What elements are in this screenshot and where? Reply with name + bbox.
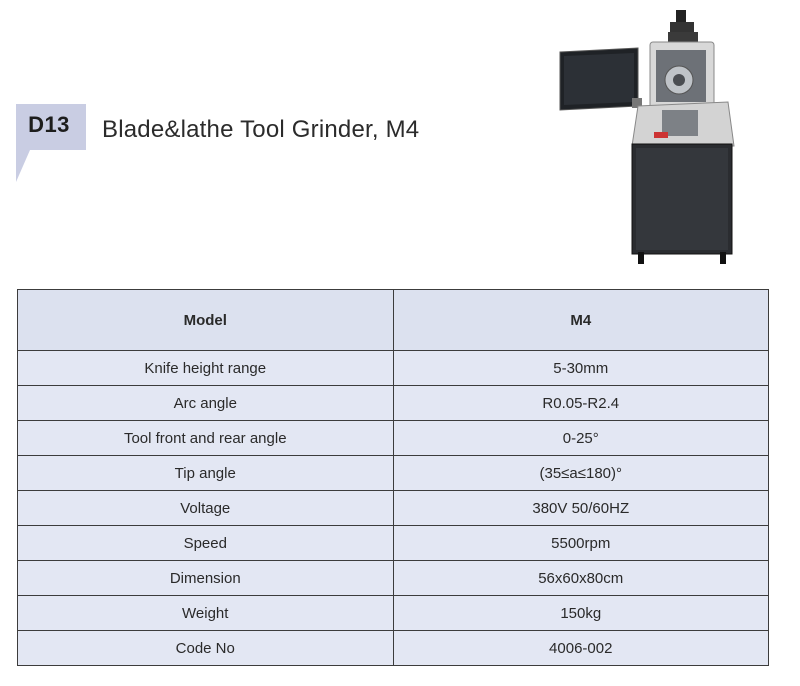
spec-label: Knife height range: [18, 351, 394, 386]
table-row: [18, 386, 769, 421]
spec-value: R0.05-R2.4: [393, 386, 769, 421]
table-row: [18, 421, 769, 456]
spec-label: Code No: [18, 631, 394, 666]
header-cell-value: M4: [393, 290, 769, 351]
table-row: [18, 561, 769, 596]
table-row: [18, 351, 769, 386]
spec-label: Tool front and rear angle: [18, 421, 394, 456]
section-code: D13: [28, 112, 70, 137]
spec-table: [17, 289, 769, 666]
spec-value: 56x60x80cm: [393, 561, 769, 596]
spec-label: Tip angle: [18, 456, 394, 491]
table-header-row: [18, 290, 769, 351]
page-title: Blade&lathe Tool Grinder, M4: [102, 116, 420, 143]
spec-value: 5500rpm: [393, 526, 769, 561]
spec-label: Voltage: [18, 491, 394, 526]
spec-label: Dimension: [18, 561, 394, 596]
spec-value: 0-25°: [393, 421, 769, 456]
table-row: [18, 456, 769, 491]
machine-image: [558, 6, 738, 268]
spec-value: 380V 50/60HZ: [393, 491, 769, 526]
spec-value: 4006-002: [393, 631, 769, 666]
table-row: [18, 631, 769, 666]
spec-label: Speed: [18, 526, 394, 561]
table-row: [18, 526, 769, 561]
spec-label: Arc angle: [18, 386, 394, 421]
header-cell-model: Model: [18, 290, 394, 351]
spec-label: Weight: [18, 596, 394, 631]
table-row: [18, 491, 769, 526]
spec-value: (35≤a≤180)°: [393, 456, 769, 491]
table-row: [18, 596, 769, 631]
spec-value: 150kg: [393, 596, 769, 631]
spec-value: 5-30mm: [393, 351, 769, 386]
